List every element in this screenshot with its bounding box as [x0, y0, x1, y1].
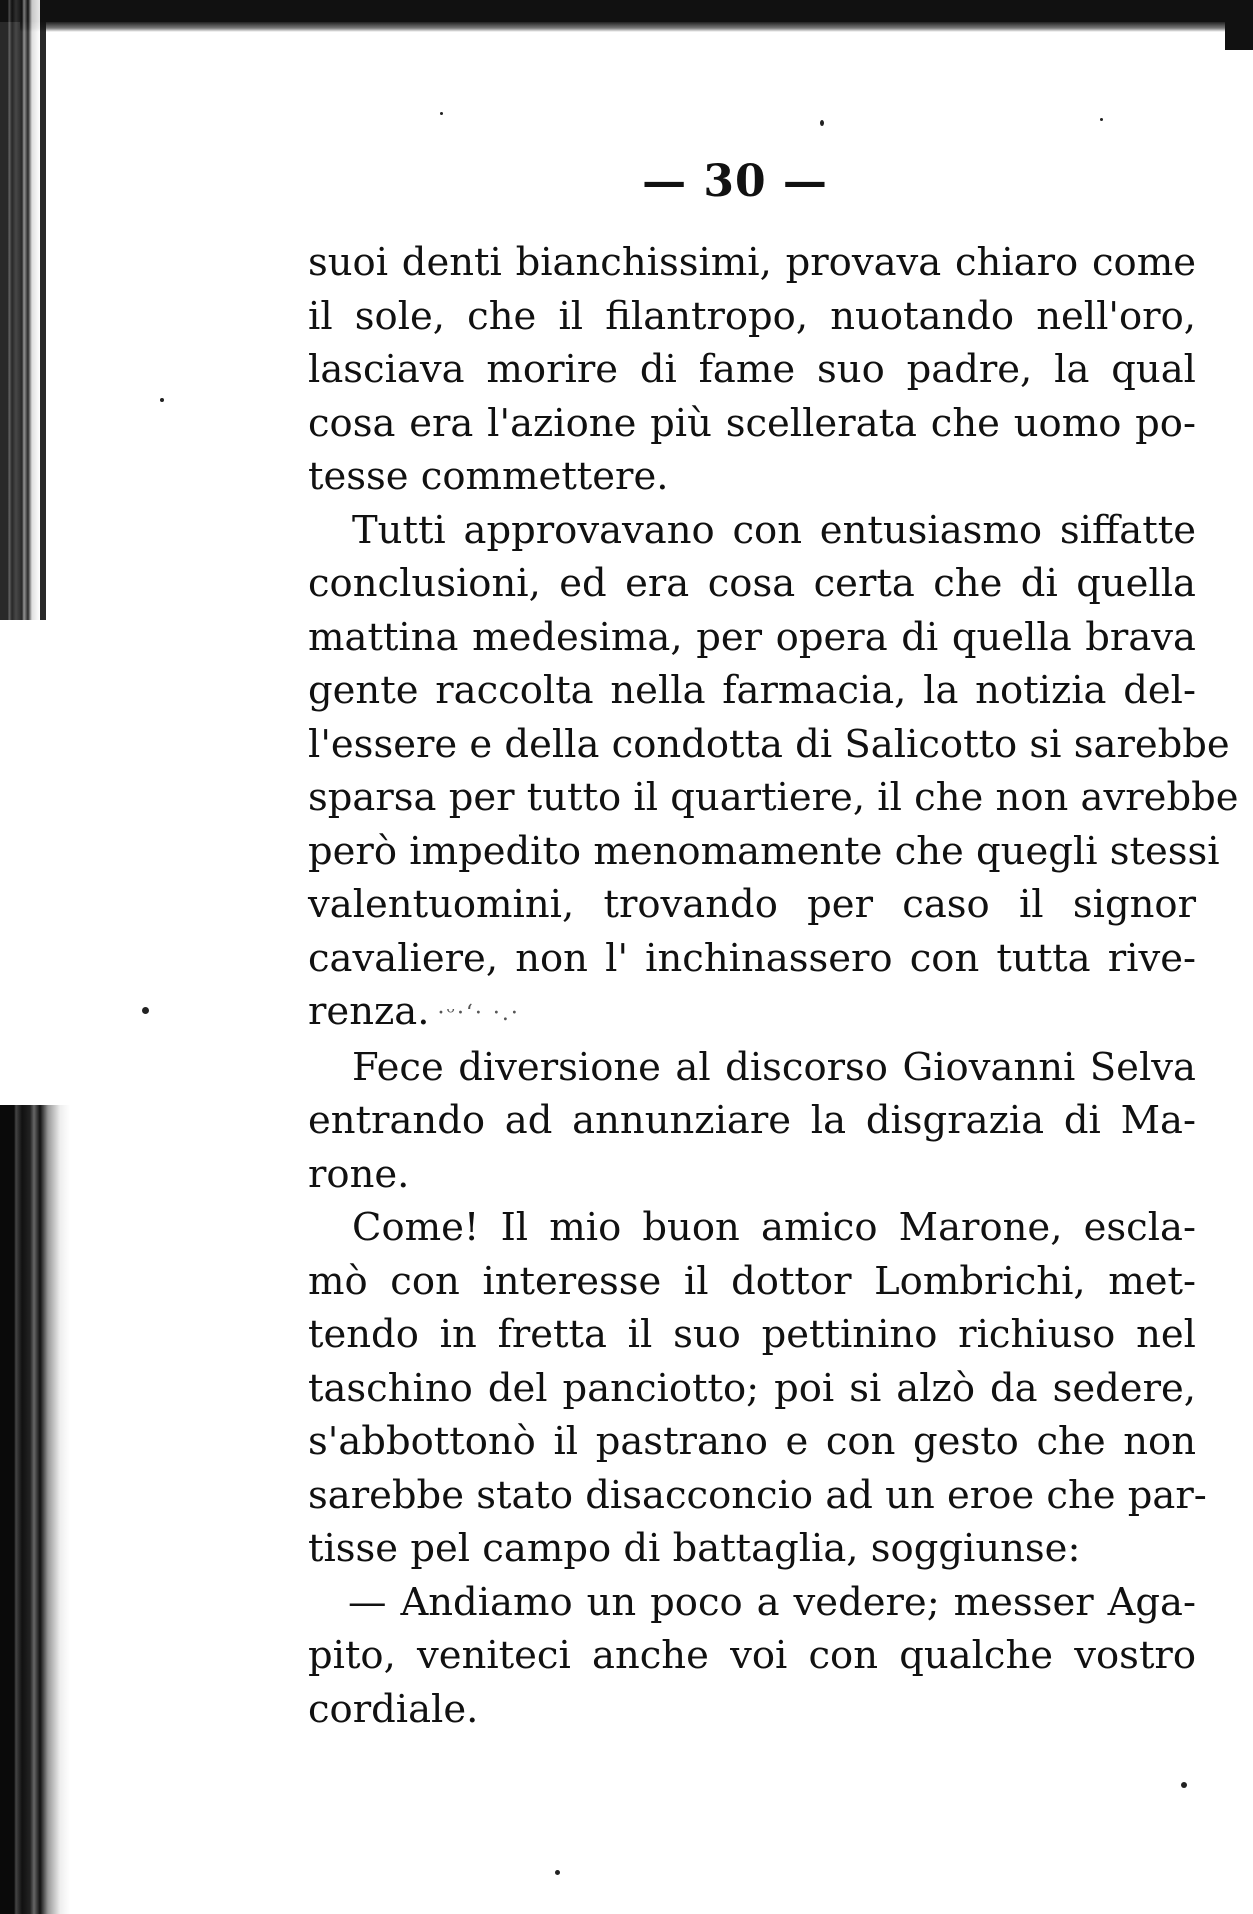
paragraph — [308, 1041, 1196, 1202]
text-line: lasciava morire di fame suo padre, la qual — [308, 347, 1196, 392]
bleed-through-noise: ·ᵕ·ʻ· ·.· — [437, 1001, 520, 1027]
text-line: però impedito menomamente che quegli stessi — [308, 828, 1220, 874]
scan-top-right-corner — [1225, 0, 1253, 50]
scan-speck — [1100, 118, 1103, 121]
scan-top-shadow — [20, 22, 1253, 32]
text-line: il sole, che il filantropo, nuotando nell'oro, — [308, 293, 1196, 339]
text-line: cordiale. — [308, 1686, 479, 1732]
paragraph — [308, 504, 1239, 1041]
page-text — [308, 236, 1239, 1736]
text-line: s'abbottonò il pastrano e con gesto che non — [308, 1419, 1196, 1465]
text-line: conclusioni, ed era cosa certa che di quella — [308, 561, 1196, 606]
scan-speck — [1181, 1782, 1187, 1788]
paragraph — [308, 1576, 1196, 1737]
text-line — [308, 985, 1196, 1041]
scan-speck — [142, 1007, 149, 1014]
text-line: Tutti approvavano con entusiasmo siffatte — [352, 507, 1196, 553]
text-line: mò con interesse il dottor Lombrichi, met- — [308, 1258, 1196, 1304]
text-line: tesse commettere. — [308, 454, 669, 499]
scan-speck — [440, 112, 443, 115]
scan-binding-lower — [0, 1105, 70, 1914]
text-line: taschino del panciotto; poi si alzò da sedere, — [308, 1365, 1196, 1411]
text-line: — Andiamo un poco a vedere; messer Aga- — [348, 1579, 1196, 1625]
scan-speck — [555, 1870, 560, 1875]
text-line: cavaliere, non l' inchinassero con tutta rive- — [308, 935, 1196, 981]
page-number-container — [600, 156, 870, 218]
text-line: tisse pel campo di battaglia, soggiunse: — [308, 1526, 1081, 1572]
page-number: — 30 — — [642, 156, 828, 207]
text-line: gente raccolta nella farmacia, la notizia del- — [308, 668, 1196, 713]
text-line: entrando ad annunziare la disgrazia di Ma- — [308, 1098, 1196, 1144]
scan-top-border — [0, 0, 1253, 22]
scan-speck — [160, 398, 164, 402]
scan-binding-upper — [0, 0, 46, 620]
text-line: Fece diversione al discorso Giovanni Selva — [352, 1044, 1196, 1090]
text-line: l'essere e della condotta di Salicotto si sarebbe — [308, 721, 1230, 767]
text-line: rone. — [308, 1151, 410, 1197]
text-line: sparsa per tutto il quartiere, il che non avrebbe — [308, 775, 1239, 820]
text-line: valentuomini, trovando per caso il signor — [308, 882, 1196, 927]
text-line-content: renza. — [308, 989, 430, 1034]
text-line: mattina medesima, per opera di quella brava — [308, 614, 1196, 660]
scan-speck — [820, 120, 824, 126]
paragraph — [308, 236, 1196, 504]
text-line: Come! Il mio buon amico Marone, escla- — [352, 1205, 1196, 1251]
text-line: sarebbe stato disacconcio ad un eroe che par- — [308, 1472, 1207, 1518]
text-line: tendo in fretta il suo pettinino richiuso nel — [308, 1312, 1196, 1358]
text-line: pito, veniteci anche voi con qualche vostro — [308, 1633, 1196, 1679]
text-line: cosa era l'azione più scellerata che uomo po- — [308, 400, 1196, 446]
paragraph — [308, 1201, 1207, 1576]
text-line: suoi denti bianchissimi, provava chiaro come — [308, 240, 1196, 285]
